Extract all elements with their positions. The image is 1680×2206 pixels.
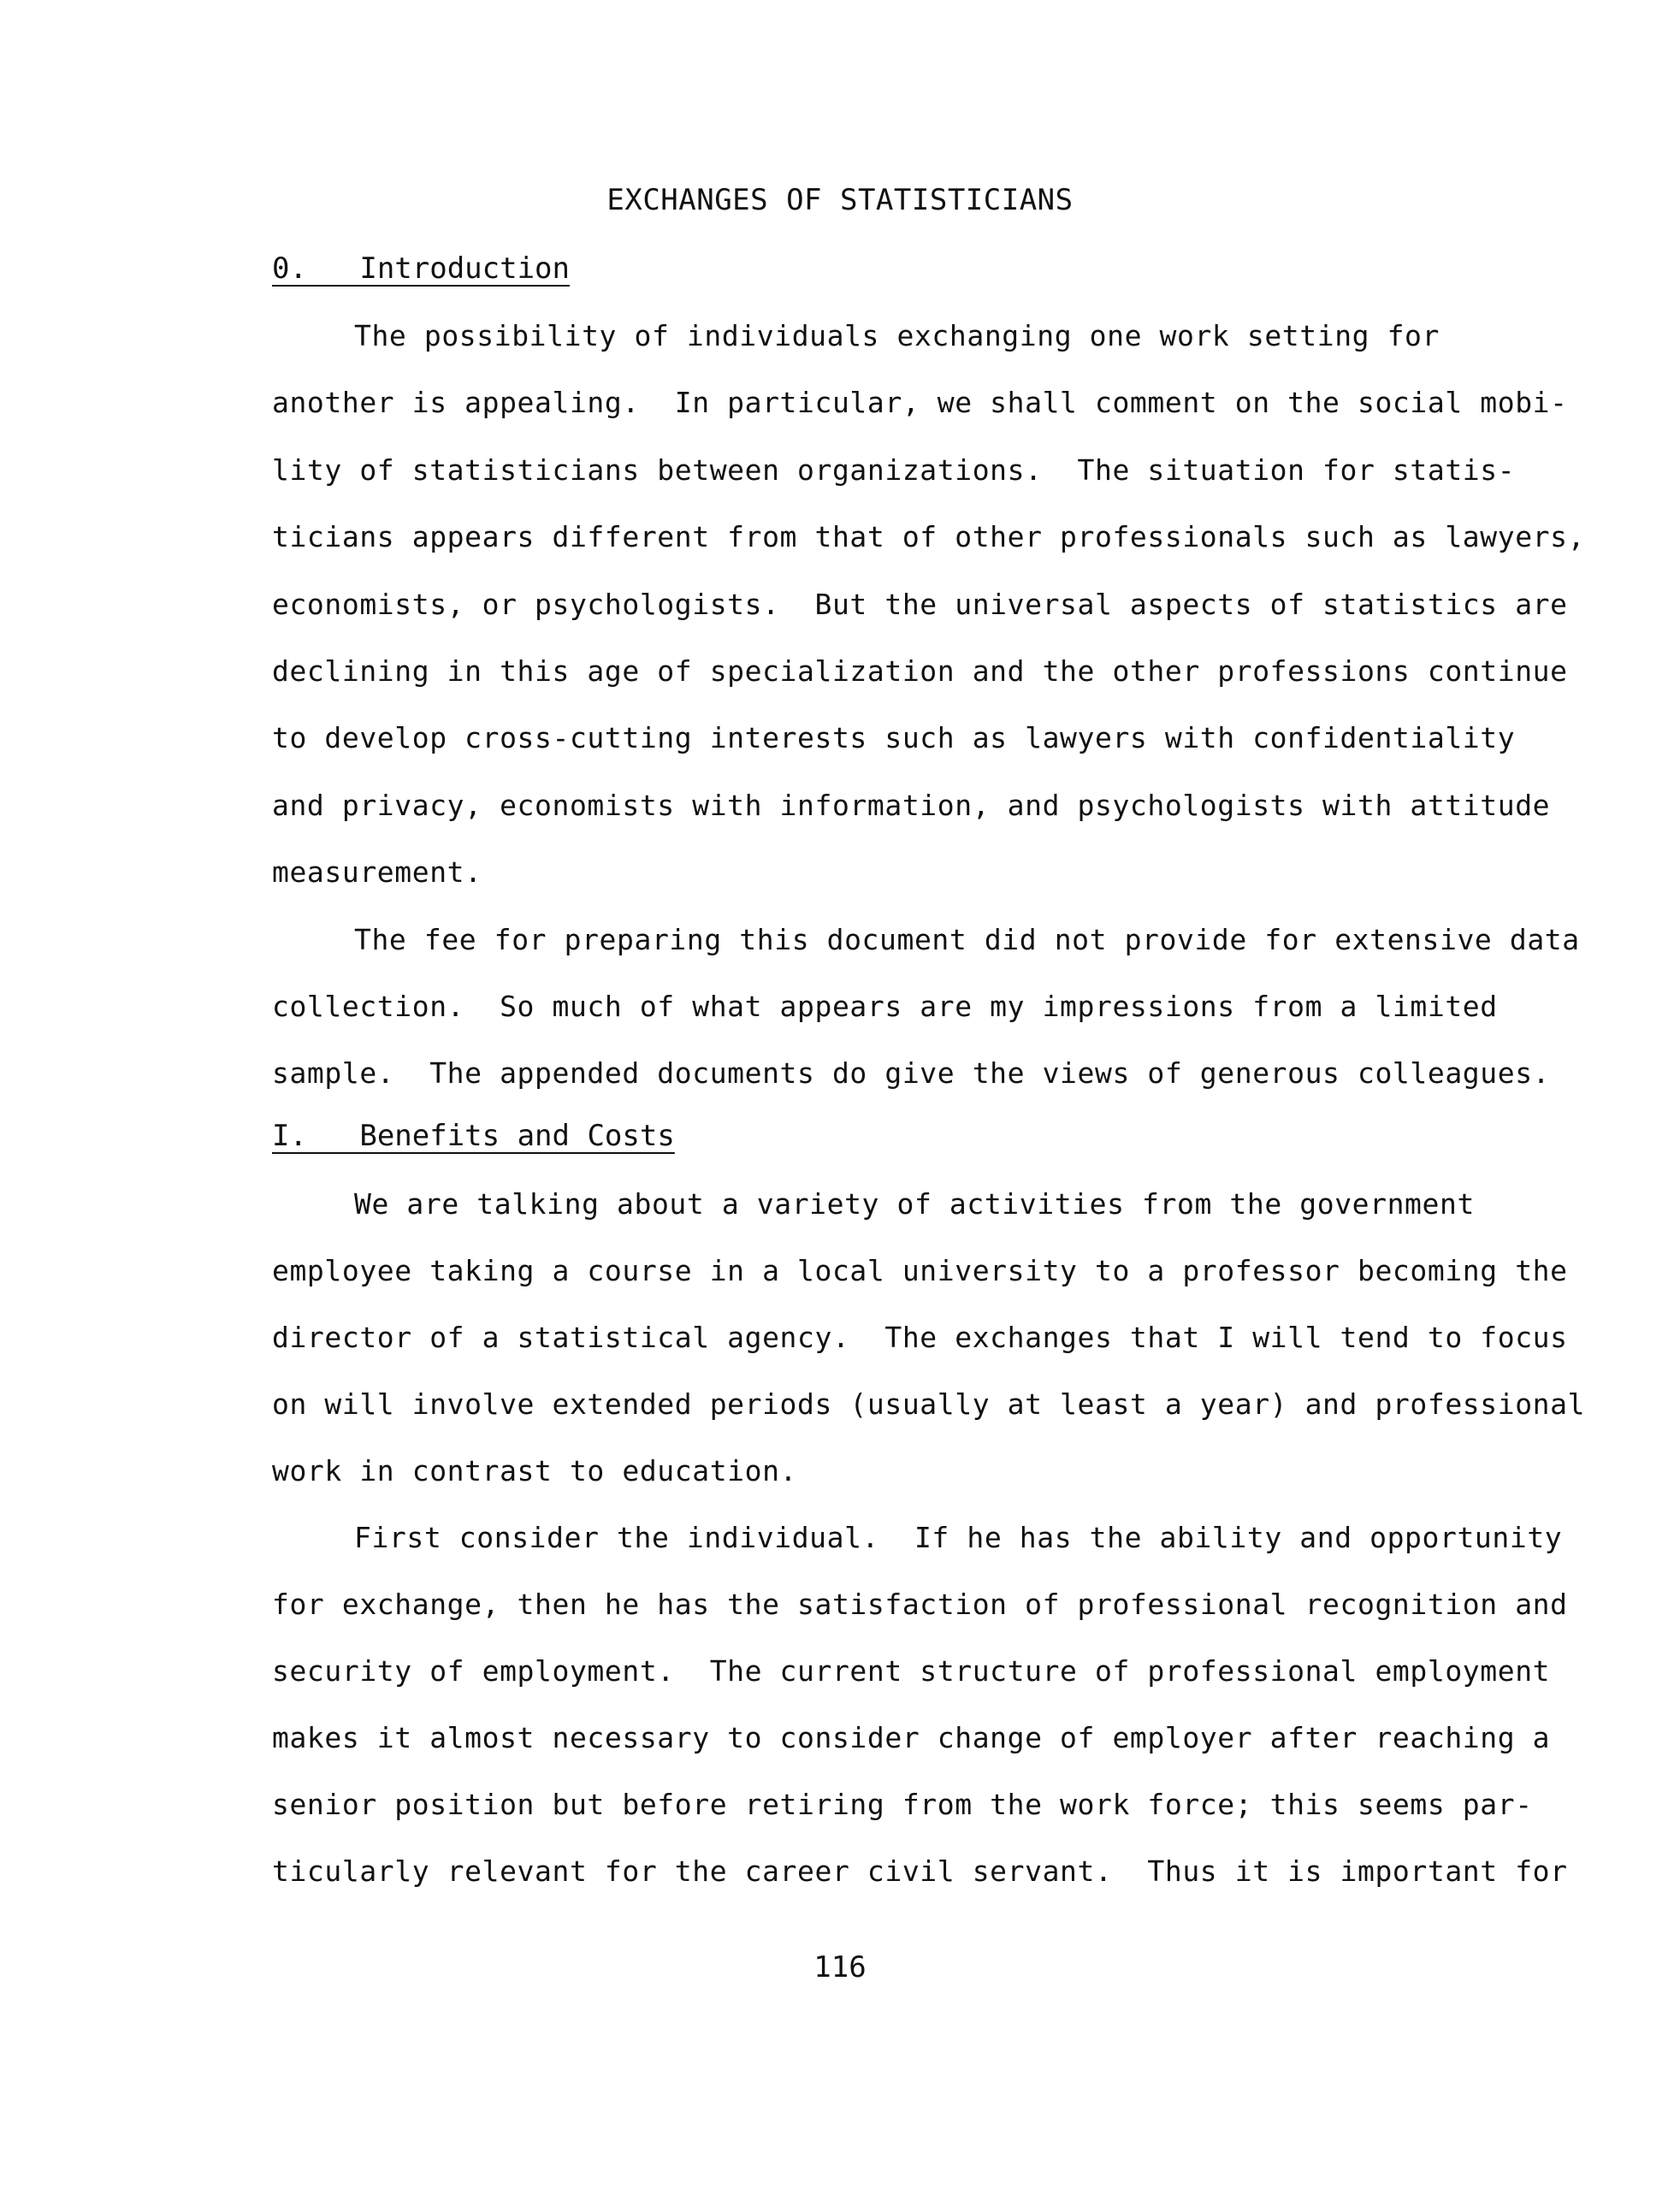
text-line: senior position but before retiring from the work force; this seems par-: [272, 1788, 1533, 1821]
text-line: makes it almost necessary to consider change of employer after reaching a: [272, 1721, 1551, 1754]
text-line: and privacy, economists with information, and psychologists with attitude: [272, 789, 1551, 822]
document-title: EXCHANGES OF STATISTICIANS: [606, 183, 1074, 217]
text-line: for exchange, then he has the satisfaction of professional recognition and: [272, 1588, 1568, 1621]
text-line: The possibility of individuals exchanging one work setting for: [354, 319, 1440, 352]
text-line: another is appealing. In particular, we shall comment on the social mobi-: [272, 386, 1568, 419]
text-line: The fee for preparing this document did not provide for extensive data: [354, 923, 1580, 956]
text-line: ticians appears different from that of other professionals such as lawyers,: [272, 520, 1586, 553]
text-line: lity of statisticians between organizations. The situation for statis-: [272, 453, 1516, 487]
text-line: director of a statistical agency. The exchanges that I will tend to focus: [272, 1321, 1568, 1354]
text-line: sample. The appended documents do give the views of generous colleagues.: [272, 1056, 1551, 1090]
text-line: measurement.: [272, 855, 482, 889]
text-line: employee taking a course in a local university to a professor becoming the: [272, 1254, 1568, 1287]
text-line: to develop cross-cutting interests such as lawyers with confidentiality: [272, 721, 1516, 754]
text-line: We are talking about a variety of activities from the government: [354, 1187, 1475, 1221]
text-line: on will involve extended periods (usually at least a year) and professional: [272, 1387, 1586, 1421]
text-line: economists, or psychologists. But the universal aspects of statistics are: [272, 588, 1568, 621]
page-number: 116: [813, 1950, 867, 1984]
section-heading-introduction: 0. Introduction: [272, 251, 570, 286]
text-line: work in contrast to education.: [272, 1454, 798, 1487]
text-line: First consider the individual. If he has the ability and opportunity: [354, 1521, 1563, 1554]
text-line: collection. So much of what appears are my impressions from a limited: [272, 990, 1498, 1023]
text-line: declining in this age of specialization and the other professions continue: [272, 654, 1568, 688]
text-line: security of employment. The current structure of professional employment: [272, 1654, 1551, 1688]
section-heading-benefits-and-costs: I. Benefits and Costs: [272, 1119, 675, 1153]
text-line: ticularly relevant for the career civil servant. Thus it is important for: [272, 1854, 1568, 1888]
